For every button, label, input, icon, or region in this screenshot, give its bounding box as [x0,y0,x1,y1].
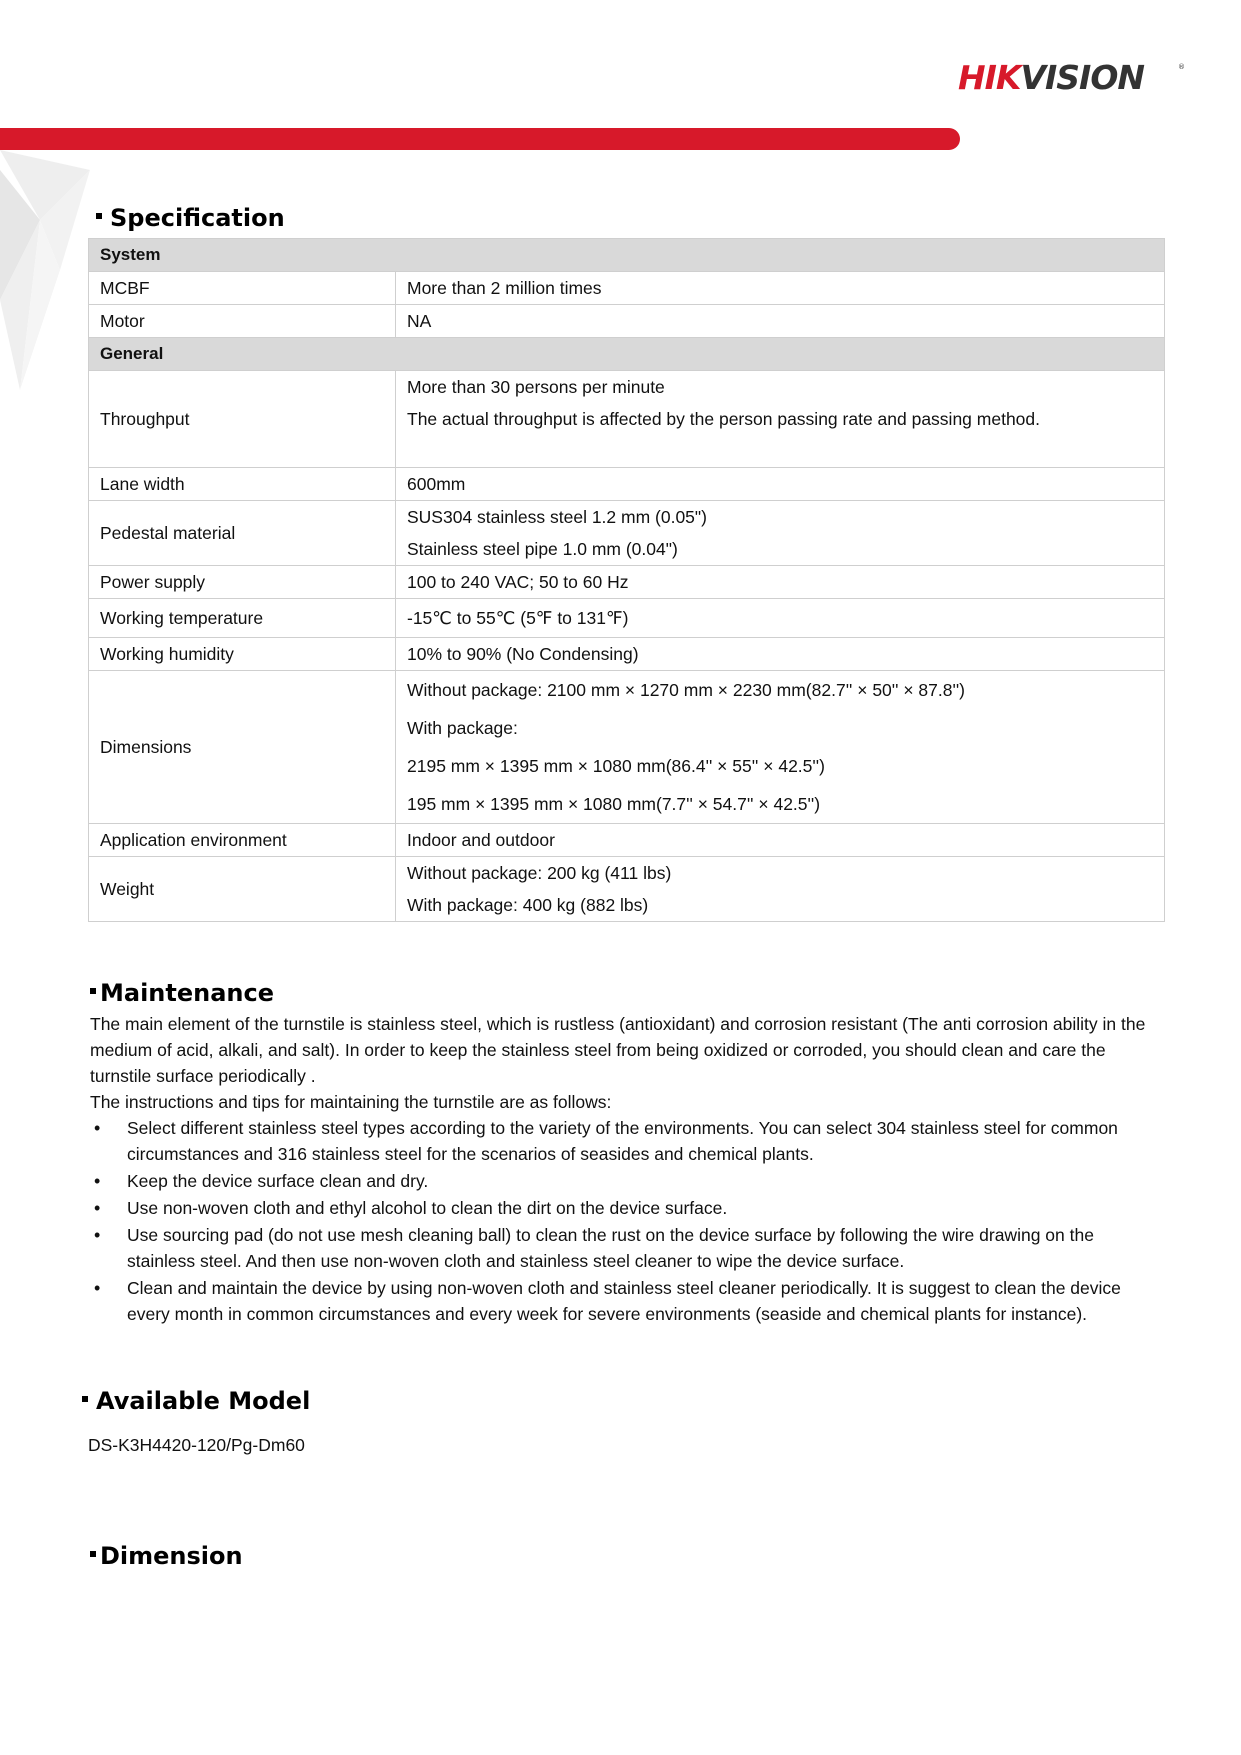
spec-value-line: 600mm [407,474,466,494]
spec-value [396,371,1165,468]
spec-key: Dimensions [89,671,396,824]
list-item [90,1275,1165,1327]
spec-key: Lane width [89,468,396,501]
spec-group-row [89,338,1165,371]
spec-value [396,671,1165,824]
specification-table [88,238,1165,922]
spec-key: Power supply [89,566,396,599]
spec-group-row [89,239,1165,272]
specification-title: Specification [96,204,285,232]
spec-row [89,468,1165,501]
list-item-text: Use non-woven cloth and ethyl alcohol to clean the dirt on the device surface. [127,1198,728,1218]
bullet-icon: • [94,1198,101,1218]
section-bullet-icon [90,988,96,994]
spec-row [89,599,1165,638]
section-bullet-icon [96,213,102,219]
svg-text:HIKVISION: HIKVISION [958,58,1145,97]
spec-value-line: Without package: 200 kg (411 lbs) [407,863,672,883]
spec-value [396,599,1165,638]
spec-key: Working humidity [89,638,396,671]
spec-row [89,501,1165,566]
spec-key: Pedestal material [89,501,396,566]
bullet-icon: • [94,1225,101,1245]
spec-value-line: NA [407,311,432,331]
svg-text:®: ® [1178,63,1185,71]
spec-value-line: The actual throughput is affected by the person passing rate and passing method. [407,409,1041,429]
spec-group-label: General [89,338,1165,371]
bullet-icon: • [94,1278,101,1298]
spec-key: Motor [89,305,396,338]
model-number: DS-K3H4420-120/Pg-Dm60 [88,1435,305,1455]
hikvision-logo [958,58,1188,98]
spec-row [89,305,1165,338]
spec-value [396,638,1165,671]
spec-row [89,371,1165,468]
spec-row [89,638,1165,671]
maintenance-lead: The instructions and tips for maintaining the turnstile are as follows: [90,1092,612,1112]
spec-key: MCBF [89,272,396,305]
maintenance-title: Maintenance [90,979,274,1007]
spec-value [396,566,1165,599]
spec-value-line: SUS304 stainless steel 1.2 mm (0.05") [407,507,707,527]
spec-value [396,305,1165,338]
spec-value [396,824,1165,857]
spec-value [396,468,1165,501]
spec-value-line: 195 mm × 1395 mm × 1080 mm(7.7'' × 54.7'' × 42.5'') [407,794,821,814]
section-bullet-icon [82,1396,88,1402]
list-item-text: Select different stainless steel types according to the variety of the environments. You can select 304 stainless steel for common circumstances and 316 stainless steel for the scenarios of seasides and chemical plants. [127,1118,1118,1164]
spec-value-line: Stainless steel pipe 1.0 mm (0.04") [407,539,678,559]
maintenance-intro: The main element of the turnstile is stainless steel, which is rustless (antioxidant) and corrosion resistant (The anti corrosion ability in the medium of acid, alkali, and salt). In order to keep the stainless steel from being oxidized or corroded, you should clean and care the turnstile surface periodically . [90,1014,1146,1086]
spec-value-line [407,435,1153,467]
list-item [90,1195,1165,1221]
spec-key: Weight [89,857,396,922]
spec-value-line: Without package: 2100 mm × 1270 mm × 2230 mm(82.7'' × 50'' × 87.8'') [407,680,965,700]
spec-row [89,272,1165,305]
list-item [90,1115,1165,1167]
spec-value-line: -15℃ to 55℃ (5℉ to 131℉) [407,608,629,628]
spec-value-line: 10% to 90% (No Condensing) [407,644,639,664]
list-item [90,1222,1165,1274]
spec-row [89,566,1165,599]
maintenance-list [90,1115,1165,1328]
spec-value-line: 2195 mm × 1395 mm × 1080 mm(86.4'' × 55'' × 42.5'') [407,756,825,776]
spec-value-line: 100 to 240 VAC; 50 to 60 Hz [407,572,629,592]
spec-value-line: More than 2 million times [407,278,602,298]
spec-key: Application environment [89,824,396,857]
spec-row [89,857,1165,922]
spec-key: Throughput [89,371,396,468]
spec-row [89,671,1165,824]
spec-row [89,824,1165,857]
list-item [90,1168,1165,1194]
spec-value [396,272,1165,305]
spec-value-line: With package: 400 kg (882 lbs) [407,895,649,915]
spec-group-label: System [89,239,1165,272]
dimension-title: Dimension [90,1542,243,1570]
spec-key: Working temperature [89,599,396,638]
list-item-text: Clean and maintain the device by using non-woven cloth and stainless steel cleaner periodically. It is suggest to clean the device every month in common circumstances and every week for severe environments (seaside and chemical plants for instance). [127,1278,1121,1324]
spec-value-line: With package: [407,718,518,738]
spec-value [396,857,1165,922]
section-bullet-icon [90,1551,96,1557]
list-item-text: Use sourcing pad (do not use mesh cleaning ball) to clean the rust on the device surface by following the wire drawing on the stainless steel. And then use non-woven cloth and stainless steel cleaner to wipe the device surface. [127,1225,1094,1271]
bullet-icon: • [94,1171,101,1191]
list-item-text: Keep the device surface clean and dry. [127,1171,429,1191]
spec-value-line: More than 30 persons per minute [407,377,665,397]
bullet-icon: • [94,1118,101,1138]
spec-value [396,501,1165,566]
header-red-bar [0,128,960,150]
spec-value-line: Indoor and outdoor [407,830,555,850]
available-model-title: Available Model [82,1387,310,1415]
